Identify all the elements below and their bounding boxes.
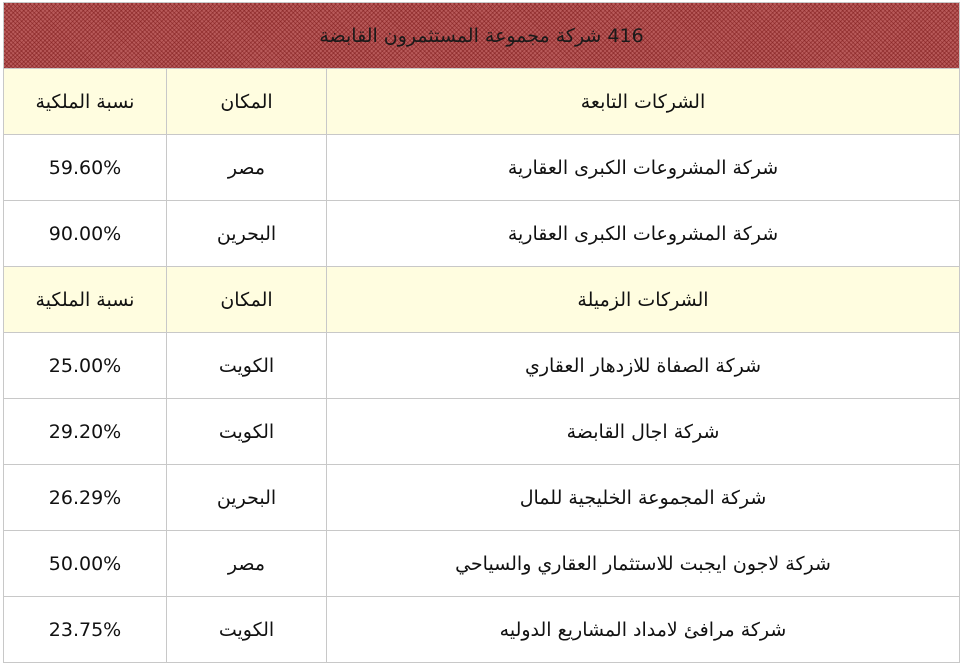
sister-companies-header-row bbox=[4, 267, 960, 333]
table-row bbox=[4, 465, 960, 531]
company-name: شركة مرافئ لامداد المشاريع الدوليه bbox=[327, 597, 960, 663]
subsidiaries-header-location: المكان bbox=[167, 69, 327, 135]
ownership-percent: 29.20% bbox=[4, 399, 167, 465]
company-location: البحرين bbox=[167, 465, 327, 531]
ownership-percent: 50.00% bbox=[4, 531, 167, 597]
ownership-percent: 26.29% bbox=[4, 465, 167, 531]
company-location: مصر bbox=[167, 531, 327, 597]
ownership-percent: 23.75% bbox=[4, 597, 167, 663]
title-row bbox=[4, 3, 960, 69]
company-location: الكويت bbox=[167, 333, 327, 399]
subsidiaries-header-name: الشركات التابعة bbox=[327, 69, 960, 135]
table-row bbox=[4, 333, 960, 399]
company-name: شركة المجموعة الخليجية للمال bbox=[327, 465, 960, 531]
company-location: الكويت bbox=[167, 399, 327, 465]
table-title-text: 416 شركة مجموعة المستثمرون القابضة bbox=[319, 24, 644, 47]
table-row bbox=[4, 531, 960, 597]
table-row bbox=[4, 135, 960, 201]
subsidiaries-header-row bbox=[4, 69, 960, 135]
ownership-percent: 25.00% bbox=[4, 333, 167, 399]
company-name: شركة لاجون ايجبت للاستثمار العقاري والسياحي bbox=[327, 531, 960, 597]
company-location: مصر bbox=[167, 135, 327, 201]
company-name: شركة اجال القابضة bbox=[327, 399, 960, 465]
table-row bbox=[4, 597, 960, 663]
company-location: البحرين bbox=[167, 201, 327, 267]
company-name: شركة المشروعات الكبرى العقارية bbox=[327, 135, 960, 201]
table-row bbox=[4, 201, 960, 267]
company-location: الكويت bbox=[167, 597, 327, 663]
table-row bbox=[4, 399, 960, 465]
subsidiaries-header-ownership: نسبة الملكية bbox=[4, 69, 167, 135]
table-title bbox=[4, 3, 960, 69]
company-name: شركة المشروعات الكبرى العقارية bbox=[327, 201, 960, 267]
holdings-table bbox=[3, 2, 960, 663]
ownership-percent: 90.00% bbox=[4, 201, 167, 267]
sister-header-name: الشركات الزميلة bbox=[327, 267, 960, 333]
company-name: شركة الصفاة للازدهار العقاري bbox=[327, 333, 960, 399]
ownership-percent: 59.60% bbox=[4, 135, 167, 201]
sister-header-location: المكان bbox=[167, 267, 327, 333]
sister-header-ownership: نسبة الملكية bbox=[4, 267, 167, 333]
